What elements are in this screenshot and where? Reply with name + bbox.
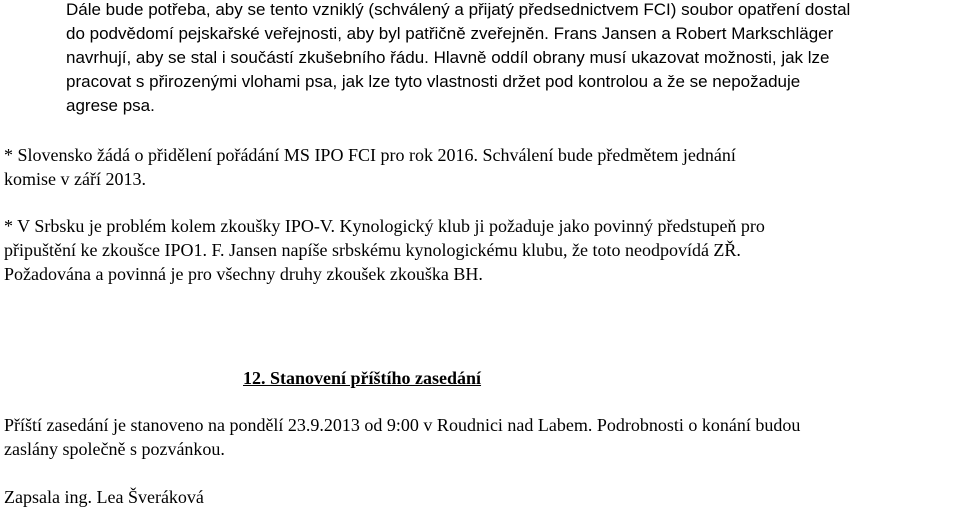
text-line: Příští zasedání je stanoveno na pondělí 23.9.2013 od 9:00 v Roudnici nad Labem. Podrobnosti o konání budou bbox=[4, 415, 801, 435]
text-line: zaslány společně s pozvánkou. bbox=[4, 439, 225, 459]
text-line: navrhují, aby se stal i součástí zkušebního řádu. Hlavně oddíl obrany musí ukazovat možnosti, jak lze bbox=[66, 48, 830, 67]
paragraph-fci-measures bbox=[66, 0, 959, 118]
text-line: Požadována a povinná je pro všechny druhy zkoušek zkouška BH. bbox=[4, 264, 483, 284]
paragraph-slovakia bbox=[4, 143, 959, 191]
text-line: komise v září 2013. bbox=[4, 169, 146, 189]
paragraph-next-meeting bbox=[4, 413, 959, 461]
text-line: pracovat s přirozenými vlohami psa, jak lze tyto vlastnosti držet pod kontrolou a že se nepožaduje bbox=[66, 72, 801, 91]
signature: Zapsala ing. Lea Šveráková bbox=[4, 487, 204, 507]
paragraph-serbia bbox=[4, 214, 959, 286]
text-line: Dále bude potřeba, aby se tento vzniklý (schválený a přijatý předsednictvem FCI) soubor opatření dostal bbox=[66, 0, 851, 19]
text-line: * V Srbsku je problém kolem zkoušky IPO-V. Kynologický klub ji požaduje jako povinný předstupeň pro bbox=[4, 216, 765, 236]
text-line: agrese psa. bbox=[66, 96, 155, 115]
section-heading: 12. Stanovení příštího zasedání bbox=[243, 368, 482, 388]
text-line: připuštění ke zkoušce IPO1. F. Jansen napíše srbskému kynologickému klubu, že toto neodpovídá ZŘ. bbox=[4, 240, 741, 260]
text-line: do podvědomí pejskařské veřejnosti, aby byl patřičně zveřejněn. Frans Jansen a Robert Markschläger bbox=[66, 24, 834, 43]
text-line: * Slovensko žádá o přidělení pořádání MS IPO FCI pro rok 2016. Schválení bude předmětem jednání bbox=[4, 145, 736, 165]
